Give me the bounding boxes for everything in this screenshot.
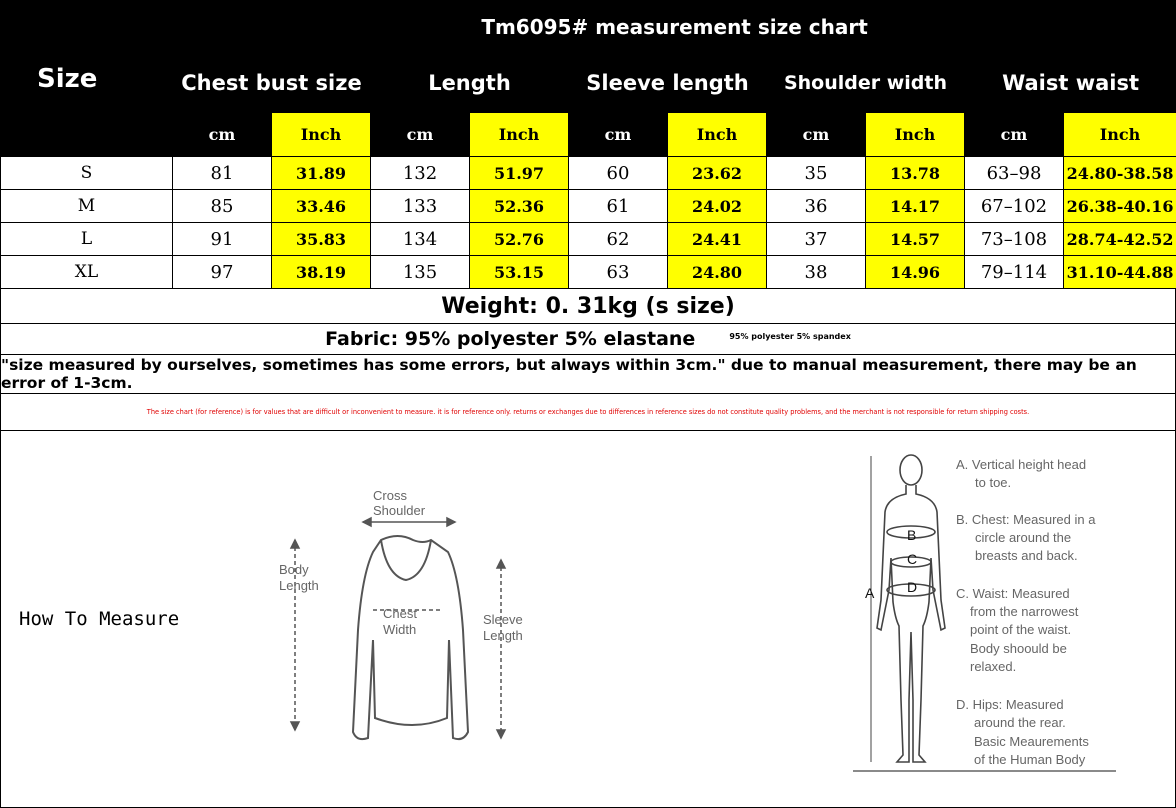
cross-shoulder-label: Shoulder (373, 503, 426, 518)
chest-cm-cell: 81 (173, 157, 272, 190)
table-row (1, 223, 1176, 256)
marker-c: C (907, 551, 918, 567)
sleeve-cm-cell: 62 (569, 223, 668, 256)
size-label: L (1, 223, 173, 256)
sleeve-length-label: Sleeve (483, 612, 523, 627)
weight-text: Weight: 0. 31kg (s size) (441, 293, 735, 319)
waist-cm-cell: 73–108 (965, 223, 1064, 256)
sleeve-cm-cell: 61 (569, 190, 668, 223)
waist-inch-cell: 26.38-40.16 (1064, 190, 1176, 223)
shoulder-inch-cell: 14.17 (866, 190, 965, 223)
legend-line: Body shoould be (970, 641, 1067, 656)
size-label: M (1, 190, 173, 223)
sleeve-inch-cell: 24.41 (668, 223, 767, 256)
unit-cm-chest: cm (173, 113, 272, 157)
shoulder-inch-cell: 14.96 (866, 256, 965, 289)
table-row (1, 256, 1176, 289)
legend-line: D. Hips: Measured (956, 697, 1064, 712)
sweater-collar (381, 540, 431, 580)
measurement-note: "size measured by ourselves, sometimes has some errors, but always within 3cm." due to manual measurement, there may be an error of 1-3cm. (1, 355, 1137, 392)
legend-line: from the narrowest (970, 604, 1079, 619)
sleeve-cm-cell: 63 (569, 256, 668, 289)
size-column-header: Size (1, 1, 173, 157)
unit-cm-sleeve: cm (569, 113, 668, 157)
group-header-waist: Waist waist (965, 53, 1176, 113)
group-header-chest: Chest bust size (173, 53, 371, 113)
length-inch-cell: 52.36 (470, 190, 569, 223)
sleeve-inch-cell: 24.02 (668, 190, 767, 223)
group-header-shoulder: Shoulder width (767, 53, 965, 113)
legend-line: relaxed. (970, 659, 1017, 674)
group-header-length: Length (371, 53, 569, 113)
legend-line: circle around the (975, 530, 1072, 545)
group-header-sleeve: Sleeve length (569, 53, 767, 113)
length-inch-cell: 53.15 (470, 256, 569, 289)
disclaimer-row (0, 393, 1176, 431)
unit-inch-shoulder: Inch (866, 113, 965, 157)
marker-a: A (865, 585, 875, 601)
waist-inch-cell: 31.10-44.88 (1064, 256, 1176, 289)
unit-cm-waist: cm (965, 113, 1064, 157)
waist-cm-cell: 79–114 (965, 256, 1064, 289)
sleeve-inch-cell: 24.80 (668, 256, 767, 289)
chest-width-label: Width (383, 622, 417, 637)
legend-line: breasts and back. (975, 548, 1078, 563)
legend-line: around the rear. (974, 715, 1066, 730)
waist-cm-cell: 63–98 (965, 157, 1064, 190)
length-cm-cell: 133 (371, 190, 470, 223)
cross-shoulder-label: Cross (373, 488, 407, 503)
unit-cm-length: cm (371, 113, 470, 157)
sweater-measure-diagram (263, 480, 553, 770)
length-cm-cell: 132 (371, 157, 470, 190)
legend-line: point of the waist. (970, 622, 1072, 637)
sleeve-length-label: Length (483, 628, 523, 643)
weight-row (0, 289, 1176, 324)
chart-title: Tm6095# measurement size chart (173, 1, 1176, 53)
table-row (1, 157, 1176, 190)
length-cm-cell: 134 (371, 223, 470, 256)
shoulder-cm-cell: 38 (767, 256, 866, 289)
body-measure-diagram (851, 450, 1151, 780)
shoulder-inch-cell: 14.57 (866, 223, 965, 256)
fabric-note: 95% polyester 5% spandex (729, 332, 851, 341)
size-label: S (1, 157, 173, 190)
shoulder-cm-cell: 37 (767, 223, 866, 256)
head-shape (900, 455, 922, 485)
legend-line: of the Human Body (974, 752, 1086, 767)
chest-inch-cell: 33.46 (272, 190, 371, 223)
waist-inch-cell: 24.80-38.58 (1064, 157, 1176, 190)
unit-inch-length: Inch (470, 113, 569, 157)
body-length-label: Body (279, 562, 309, 577)
length-cm-cell: 135 (371, 256, 470, 289)
chest-cm-cell: 97 (173, 256, 272, 289)
waist-cm-cell: 67–102 (965, 190, 1064, 223)
chest-cm-cell: 91 (173, 223, 272, 256)
shoulder-cm-cell: 35 (767, 157, 866, 190)
fabric-text: Fabric: 95% polyester 5% elastane (325, 327, 696, 350)
measurement-note-row (0, 354, 1176, 394)
sleeve-inch-cell: 23.62 (668, 157, 767, 190)
shoulder-inch-cell: 13.78 (866, 157, 965, 190)
chest-width-label: Chest (383, 606, 417, 621)
chest-inch-cell: 31.89 (272, 157, 371, 190)
legend-line: to toe. (975, 475, 1012, 490)
fabric-row (0, 323, 1176, 355)
unit-inch-sleeve: Inch (668, 113, 767, 157)
chest-cm-cell: 85 (173, 190, 272, 223)
sweater-outline (353, 536, 468, 739)
unit-inch-waist: Inch (1064, 113, 1176, 157)
waist-inch-cell: 28.74-42.52 (1064, 223, 1176, 256)
length-inch-cell: 52.76 (470, 223, 569, 256)
unit-cm-shoulder: cm (767, 113, 866, 157)
marker-d: D (907, 579, 918, 595)
size-chart-table (0, 0, 1176, 289)
size-label: XL (1, 256, 173, 289)
body-length-label: Length (279, 578, 319, 593)
table-row (1, 190, 1176, 223)
how-to-measure-section (0, 430, 1176, 808)
legend-line: B. Chest: Measured in a (956, 512, 1096, 527)
length-inch-cell: 51.97 (470, 157, 569, 190)
chest-inch-cell: 38.19 (272, 256, 371, 289)
legend-line: C. Waist: Measured (956, 586, 1070, 601)
disclaimer-text: The size chart (for reference) is for values that are difficult or inconvenient to measure. it is for reference only. returns or exchanges due to differences in reference sizes do not constitute quality problems, and the merchant is not responsible for return shipping costs. (146, 407, 1030, 416)
unit-inch-chest: Inch (272, 113, 371, 157)
marker-b: B (907, 527, 917, 543)
shoulder-cm-cell: 36 (767, 190, 866, 223)
legend-line: Basic Meaurements (974, 734, 1089, 749)
how-to-measure-label: How To Measure (19, 608, 180, 630)
chest-inch-cell: 35.83 (272, 223, 371, 256)
sleeve-cm-cell: 60 (569, 157, 668, 190)
legend-line: A. Vertical height head (956, 457, 1087, 472)
